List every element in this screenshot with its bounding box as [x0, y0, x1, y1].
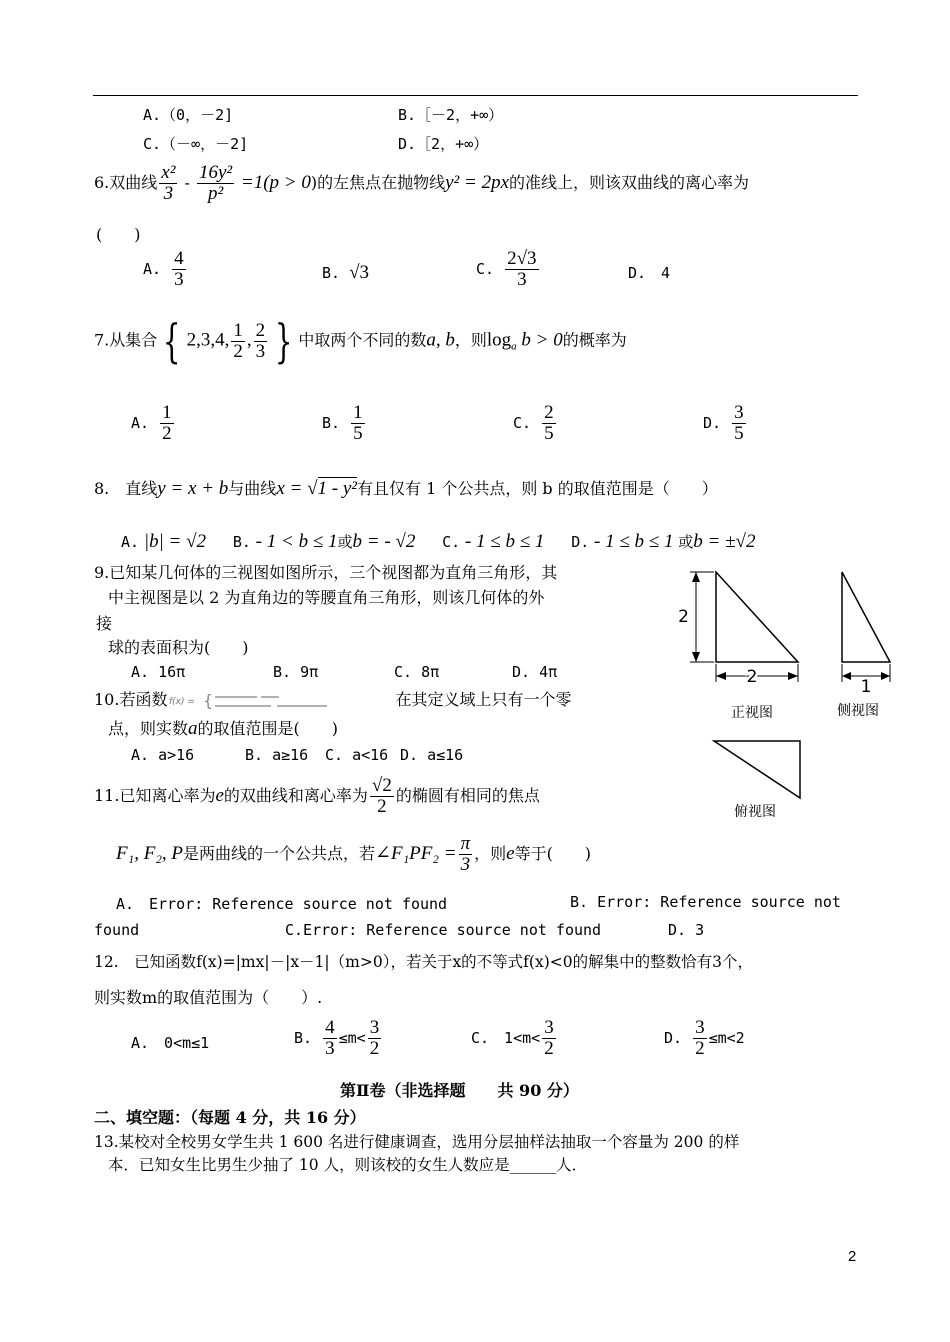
q10-option-d: D. a≤16	[400, 746, 464, 764]
q7-stem: 7.从集合 { 2,3,4, $\frac{1}{2}$ , $\frac{2}{3}$ } 中取两个不同的数a, b，则$\log_a b > 0$的概率为	[94, 314, 627, 368]
q11-option-c: C.Error: Reference source not found	[285, 921, 602, 939]
q9-option-a: A. 16π	[131, 663, 186, 681]
q5-option-d: D.［2，+∞）	[398, 135, 489, 153]
q12-option-b: B. $\frac{4}{3}$ ≤m< $\frac{3}{2}$	[294, 1017, 380, 1059]
q6-paren: ( )	[96, 225, 141, 244]
side-dim-label: 1	[860, 677, 872, 697]
q10-line2: 点，则实数a的取值范围是( )	[108, 718, 339, 739]
q6-stem: 6.双曲线 $\frac{\text{x²}}{3}$ - $\frac{\text{16y²}}{\text{p²}}$ =1(p > 0)的左焦点在抛物线y² = 2px的准线上，则该双曲线的离心率为	[94, 162, 750, 204]
side-view-triangle	[842, 572, 890, 662]
q11-option-d: D. 3	[668, 921, 705, 939]
q10-stem: 10.若函数 f(x) = { 在其定义域上只有一个零	[94, 690, 572, 710]
q7-option-a: A. $\frac{1}{2}$	[131, 402, 172, 444]
q7-option-b: B. $\frac{1}{5}$	[322, 402, 363, 444]
header-rule	[93, 95, 858, 96]
front-view-triangle	[716, 572, 798, 662]
q12-line1: 12. 已知函数f(x)=|mx|－|x－1|（m>0），若关于x的不等式f(x)<0的解集中的整数恰有3个，	[94, 953, 753, 971]
q11-option-b: B. Error: Reference source not	[570, 893, 841, 911]
side-view-label: 侧视图	[837, 703, 879, 719]
q12-option-a: A. 0<m≤1	[131, 1034, 210, 1052]
front-dim-h-label: 2	[746, 667, 758, 687]
q7-option-c: C. $\frac{2}{5}$	[513, 402, 554, 444]
q10-function-image	[167, 690, 395, 710]
q10-option-a: A. a>16	[131, 746, 195, 764]
q9-line2: 中主视图是以 2 为直角边的等腰直角三角形，则该几何体的外	[108, 588, 545, 607]
q10-option-c: C. a<16	[325, 746, 389, 764]
q8-options: A. |b| = √2 B. - 1 < b ≤ 1或b = - √2 C. - 1 ≤ b ≤ 1 D. - 1 ≤ b ≤ 1 或b = ±√2	[121, 531, 756, 552]
q10-option-b: B. a≥16	[245, 746, 309, 764]
q9-line4: 球的表面积为( )	[108, 638, 249, 657]
q9-option-b: B. 9π	[273, 663, 319, 681]
q12-line2: 则实数m的取值范围为（ ）.	[94, 988, 323, 1007]
svg-text:f(x) =: f(x) =	[169, 696, 196, 707]
q9-line1: 9.已知某几何体的三视图如图所示，三个视图都为直角三角形，其	[94, 563, 558, 582]
q13-line2: 本．已知女生比男生少抽了 10 人，则该校的女生人数应是______人．	[108, 1156, 588, 1174]
page-number: 2	[848, 1248, 857, 1265]
q5-option-c: C.（－∞，－2]	[143, 135, 249, 153]
q6-option-a: A. $\frac{4}{3}$	[143, 248, 184, 290]
q11-line2: F₁, F₂, P是两曲线的一个公共点，若∠F₁PF₂ = $\frac{\pi}{3}$ ，则e等于( )	[116, 833, 592, 875]
q9-option-d: D. 4π	[512, 663, 558, 681]
q6-option-c: C. $\frac{2√3}{3}$	[476, 248, 537, 290]
fill-in-heading: 二、填空题：（每题 4 分，共 16 分）	[94, 1108, 366, 1127]
q6-option-b: B. √3	[322, 262, 370, 283]
svg-text:{: {	[203, 690, 214, 710]
q9-option-c: C. 8π	[394, 663, 440, 681]
q7-option-d: D. $\frac{3}{5}$	[703, 402, 744, 444]
section2-title: 第Ⅱ卷（非选择题 共 90 分）	[340, 1081, 579, 1100]
front-dim-v-label: 2	[678, 607, 689, 627]
top-view-triangle	[714, 741, 800, 798]
front-view-label: 正视图	[731, 705, 773, 721]
top-view-label: 俯视图	[734, 804, 776, 820]
q11-option-b-cont: found	[94, 921, 140, 939]
q6-option-d: D. 4	[628, 264, 671, 282]
q13-line1: 13.某校对全校男女学生共 1 600 名进行健康调查，选用分层抽样法抽取一个容量为 200 的样	[94, 1133, 740, 1151]
q5-option-a: A.（0，－2]	[143, 106, 234, 124]
q11-stem: 11.已知离心率为e的双曲线和离心率为 $\frac{√2}{2}$ 的椭圆有相同的焦点	[94, 775, 540, 817]
q11-option-a: A. Error: Reference source not found	[116, 895, 448, 913]
q9-line3: 接	[96, 614, 113, 633]
q8-stem: 8. 直线y = x + b与曲线x = √1 - y²有且仅有 1 个公共点，则 b 的取值范围是（ ）	[94, 478, 718, 499]
q5-option-b: B.［－2，+∞）	[398, 106, 504, 124]
three-views-figure	[670, 560, 910, 830]
q12-option-d: D. $\frac{3}{2}$ ≤m<2	[664, 1017, 745, 1059]
q12-option-c: C. 1<m< $\frac{3}{2}$	[471, 1017, 554, 1059]
